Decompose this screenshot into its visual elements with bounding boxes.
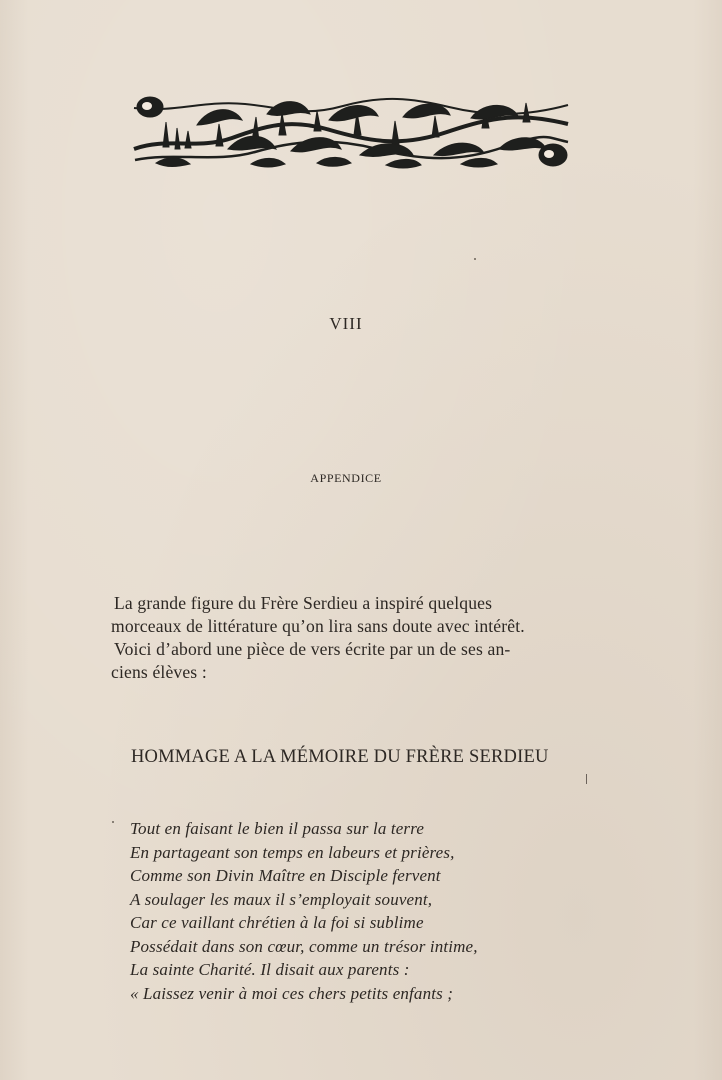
intro-line: Voici d’abord une pièce de vers écrite par un de ses an-: [114, 639, 511, 659]
intro-line: ciens élèves :: [111, 662, 207, 682]
poem-title: HOMMAGE A LA MÉMOIRE DU FRÈRE SERDIEU: [131, 747, 549, 767]
chapter-number: VIII: [329, 314, 363, 333]
poem-line: La sainte Charité. Il disait aux parents :: [130, 960, 410, 979]
poem-line: Tout en faisant le bien il passa sur la terre: [130, 819, 425, 838]
poem-line: En partageant son temps en labeurs et prières,: [130, 842, 455, 862]
poem-line: « Laissez venir à moi ces chers petits enfants ;: [130, 983, 454, 1003]
section-title: APPENDICE: [310, 471, 382, 485]
paper-speck: [474, 258, 476, 260]
poem-text: [130, 817, 570, 1005]
intro-line: La grande figure du Frère Serdieu a inspiré quelques: [114, 593, 493, 613]
poem-line: A soulager les maux il s’employait souvent,: [130, 889, 433, 909]
poem-line: Car ce vaillant chrétien à la foi si sublime: [130, 913, 424, 932]
paper-speck: [112, 821, 114, 823]
intro-paragraphs: [108, 592, 592, 684]
intro-paragraph-1: [108, 592, 592, 638]
paper-speck: [586, 774, 587, 784]
floral-vine-ornament-icon: [132, 94, 570, 170]
poem-line: Possédait dans son cœur, comme un trésor intime,: [130, 936, 478, 956]
intro-line: morceaux de littérature qu’on lira sans doute avec intérêt.: [111, 616, 525, 636]
intro-paragraph-2: [108, 638, 592, 684]
poem-line: Comme son Divin Maître en Disciple fervent: [130, 866, 441, 885]
